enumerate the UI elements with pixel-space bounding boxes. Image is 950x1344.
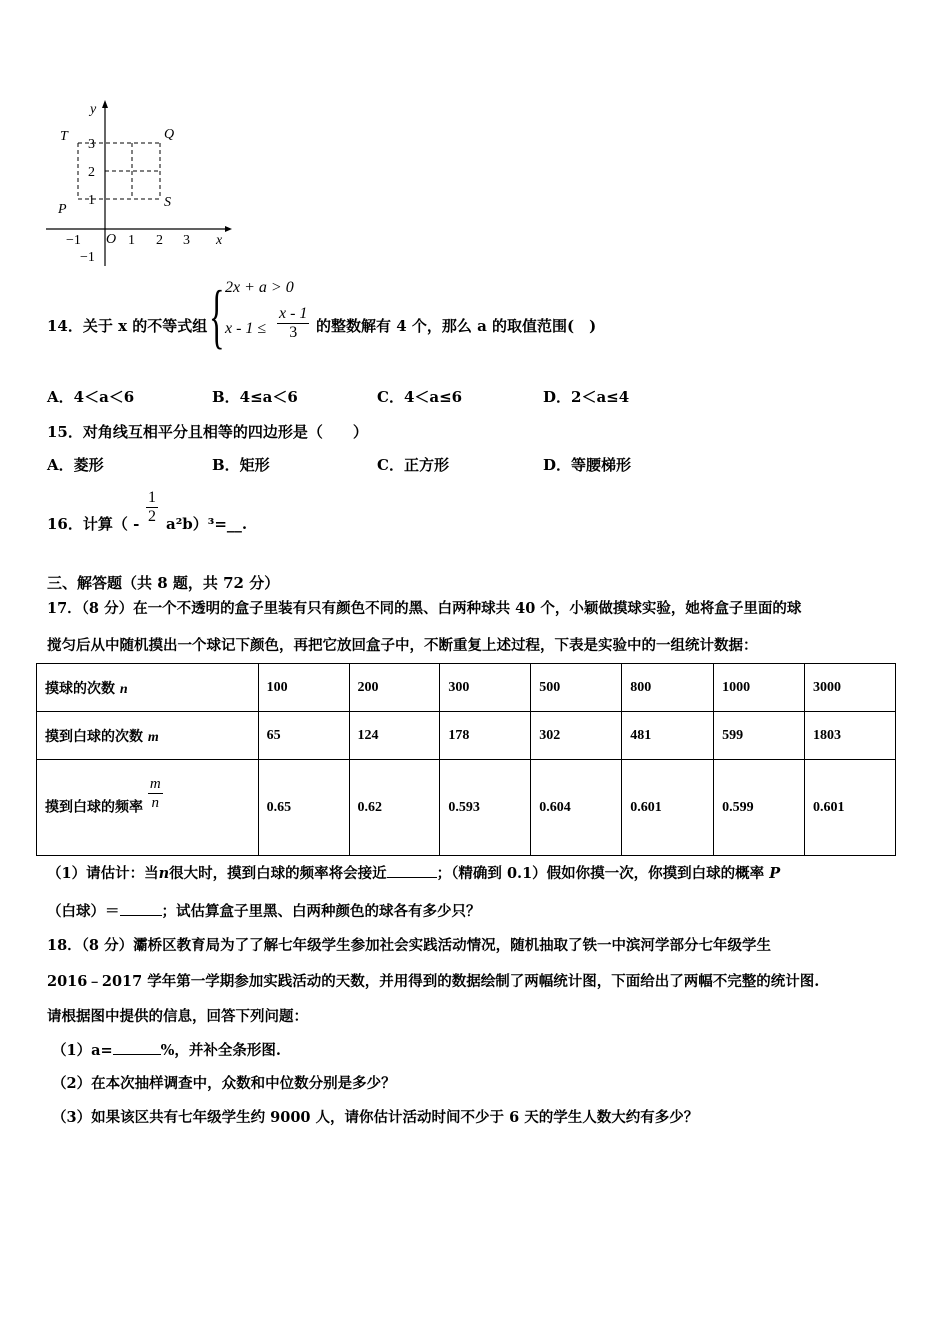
table-cell: 65 — [258, 712, 349, 760]
table-cell: 0.599 — [714, 760, 805, 856]
q17-sub1-line1: （1）请估计：当n很大时，摸到白球的频率将会接近 ；（精确到 0.1）假如你摸一次，你摸到白球的概率 P — [47, 865, 781, 882]
q16-frac-den: 2 — [148, 508, 156, 525]
table-cell: 0.65 — [258, 760, 349, 856]
table-cell: 1803 — [805, 712, 896, 760]
table-cell: 1000 — [714, 664, 805, 712]
q14-option-a: A．4＜a＜6 — [47, 388, 135, 406]
table-cell: 0.601 — [622, 760, 714, 856]
q14-fraction — [277, 305, 309, 342]
q14-ineq2-left: x - 1 ≤ — [225, 320, 267, 337]
q17-line2: 搅匀后从中随机摸出一个球记下颜色，再把它放回盒子中，不断重复上述过程，下表是实验中的一组统计数据： — [47, 637, 758, 654]
system-brace: { — [209, 276, 225, 356]
q18-line3: 请根据图中提供的信息，回答下列问题： — [47, 1008, 308, 1025]
table-cell: 3000 — [805, 664, 896, 712]
answer-blank[interactable] — [113, 1054, 161, 1055]
q18-line1: 18．（8 分）灞桥区教育局为了了解七年级学生参加社会实践活动情况，随机抽取了铁一中滨河学部分七年级学生 — [47, 937, 772, 954]
y-tick: 3 — [88, 137, 95, 152]
q14-option-c: C．4＜a≤6 — [377, 388, 463, 406]
q16-prefix: 16．计算（ - — [47, 515, 140, 533]
y-tick: 2 — [88, 165, 95, 180]
point-label-p: P — [58, 202, 67, 217]
q14-suffix: 的整数解有 4 个，那么 a 的取值范围( ) — [316, 317, 597, 335]
q14-ineq1: 2x + a > 0 — [225, 279, 294, 296]
q16-suffix: a²b）³=__. — [166, 515, 248, 533]
q16-fraction — [146, 489, 158, 526]
table-row — [37, 664, 896, 712]
y-tick: 1 — [88, 193, 95, 208]
q15-option-a: A．菱形 — [47, 456, 104, 474]
q14-frac-den: 3 — [289, 324, 298, 341]
x-tick: 3 — [183, 233, 190, 248]
table-cell: 0.604 — [531, 760, 622, 856]
y-axis-label: y — [90, 102, 97, 117]
q17-line1: 17．（8 分）在一个不透明的盒子里装有只有颜色不同的黑、白两种球共 40 个，小颖做摸球实验，她将盒子里面的球 — [47, 600, 802, 617]
row-header: 摸到白球的频率 $\frac{m}{n}$ — [37, 760, 259, 856]
table-cell: 178 — [440, 712, 531, 760]
q18-sub3: （3）如果该区共有七年级学生约 9000 人，请你估计活动时间不少于 6 天的学生人数大约有多少？ — [52, 1109, 699, 1126]
table-row — [37, 712, 896, 760]
x-axis-arrow — [225, 226, 232, 232]
y-axis-arrow — [102, 100, 108, 108]
freq-fraction: $\frac{m}{n}$ — [149, 776, 161, 811]
origin-label: O — [106, 232, 117, 247]
table-row — [37, 760, 896, 856]
q18-line2: 2016﹣2017 学年第一学期参加实践活动的天数，并用得到的数据绘制了两幅统计图，下面给出了两幅不完整的统计图. — [47, 973, 820, 990]
table-cell: 300 — [440, 664, 531, 712]
x-tick: 1 — [128, 233, 135, 248]
table-cell: 100 — [258, 664, 349, 712]
x-tick: −1 — [66, 233, 81, 248]
answer-blank[interactable] — [120, 915, 162, 916]
q17-data-table — [36, 663, 896, 856]
point-label-s: S — [164, 195, 171, 210]
x-axis-label: x — [216, 233, 223, 248]
q14-option-d: D．2＜a≤4 — [543, 388, 630, 406]
coordinate-graph — [40, 98, 240, 273]
table-cell: 302 — [531, 712, 622, 760]
x-tick: 2 — [156, 233, 163, 248]
q14-frac-num: x - 1 — [279, 305, 308, 322]
table-cell: 599 — [714, 712, 805, 760]
q14-option-b: B．4≤a＜6 — [212, 388, 298, 406]
q17-sub1-line2: （白球）＝ ；试估算盒子里黑、白两种颜色的球各有多少只？ — [47, 903, 481, 920]
table-cell: 124 — [349, 712, 440, 760]
q15-option-c: C．正方形 — [377, 456, 449, 474]
table-cell: 0.601 — [805, 760, 896, 856]
q15-text: 15．对角线互相平分且相等的四边形是（ ） — [47, 423, 368, 441]
row-header: 摸到白球的次数 m — [37, 712, 259, 760]
table-cell: 481 — [622, 712, 714, 760]
table-cell: 800 — [622, 664, 714, 712]
point-label-q: Q — [164, 127, 175, 142]
q18-sub1: （1）a= %，并补全条形图. — [52, 1042, 281, 1059]
q15-option-b: B．矩形 — [212, 456, 270, 474]
point-label-t: T — [60, 129, 68, 144]
table-cell: 0.62 — [349, 760, 440, 856]
table-cell: 500 — [531, 664, 622, 712]
table-cell: 0.593 — [440, 760, 531, 856]
row-header: 摸球的次数 n — [37, 664, 259, 712]
q18-sub2: （2）在本次抽样调查中，众数和中位数分别是多少？ — [52, 1075, 396, 1092]
y-tick: −1 — [80, 250, 95, 265]
answer-blank[interactable] — [387, 877, 437, 878]
table-cell: 200 — [349, 664, 440, 712]
q16-frac-num: 1 — [148, 489, 156, 506]
q14-prefix: 14．关于 x 的不等式组 — [47, 317, 208, 335]
section-title: 三、解答题（共 8 题，共 72 分） — [47, 574, 280, 592]
q15-option-d: D．等腰梯形 — [543, 456, 632, 474]
